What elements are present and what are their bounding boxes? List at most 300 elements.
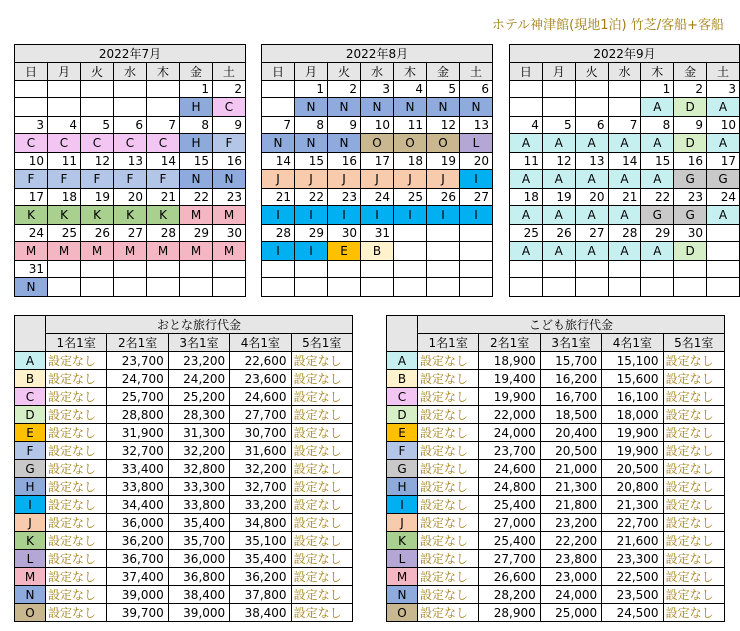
price-code-cell: M	[387, 568, 418, 586]
price-value: 設定なし	[663, 532, 724, 550]
date-row	[510, 117, 740, 134]
day-number: 29	[295, 225, 328, 242]
price-code: F	[15, 170, 48, 189]
weekday-label: 日	[15, 63, 48, 81]
day-number	[460, 225, 493, 242]
day-number: 6	[460, 81, 493, 98]
weekday-label: 水	[114, 63, 147, 81]
weekday-label: 金	[180, 63, 213, 81]
price-code: A	[608, 170, 641, 189]
price-value: 設定なし	[663, 460, 724, 478]
price-code-cell: C	[15, 388, 46, 406]
price-row	[15, 496, 353, 514]
weekday-label: 木	[641, 63, 674, 81]
price-code-cell: D	[387, 406, 418, 424]
price-value: 39,000	[168, 604, 229, 622]
price-code-row	[262, 98, 493, 117]
column-header: 1名1室	[46, 334, 107, 352]
price-value: 設定なし	[291, 550, 352, 568]
price-code: I	[262, 242, 295, 261]
price-value: 35,100	[230, 532, 291, 550]
day-number: 17	[361, 153, 394, 170]
price-code: B	[361, 242, 394, 261]
price-value: 設定なし	[46, 388, 107, 406]
day-number	[575, 81, 608, 98]
price-value: 36,000	[107, 514, 168, 532]
day-number: 11	[510, 153, 543, 170]
price-code: N	[427, 98, 460, 117]
weekday-label: 水	[608, 63, 641, 81]
price-value: 設定なし	[418, 370, 479, 388]
date-row	[15, 153, 246, 170]
price-row	[15, 568, 353, 586]
price-code	[460, 242, 493, 261]
price-code: G	[641, 206, 674, 225]
date-row	[15, 225, 246, 242]
price-value: 21,300	[540, 478, 601, 496]
date-row	[15, 189, 246, 206]
price-code	[361, 278, 394, 297]
weekday-label: 木	[147, 63, 180, 81]
price-code: N	[15, 278, 48, 297]
price-row	[387, 604, 725, 622]
date-row	[510, 81, 740, 98]
price-code: J	[427, 170, 460, 189]
column-header: 2名1室	[479, 334, 540, 352]
price-value: 39,700	[107, 604, 168, 622]
price-value: 設定なし	[663, 604, 724, 622]
price-code-row	[15, 206, 246, 225]
price-code	[262, 278, 295, 297]
price-value: 15,100	[602, 352, 663, 370]
day-number: 25	[394, 189, 427, 206]
day-number	[427, 225, 460, 242]
weekday-label: 月	[48, 63, 81, 81]
price-value: 33,800	[168, 496, 229, 514]
price-value: 36,800	[168, 568, 229, 586]
day-number: 26	[542, 225, 575, 242]
day-number: 11	[394, 117, 427, 134]
price-row	[15, 406, 353, 424]
price-value: 33,200	[230, 496, 291, 514]
price-value: 設定なし	[46, 586, 107, 604]
price-value: 設定なし	[291, 460, 352, 478]
price-code: D	[674, 134, 707, 153]
price-value: 設定なし	[418, 604, 479, 622]
price-code: N	[262, 134, 295, 153]
price-row	[387, 442, 725, 460]
day-number: 29	[641, 225, 674, 242]
price-code-row	[15, 278, 246, 297]
price-code	[147, 98, 180, 117]
price-value: 設定なし	[291, 586, 352, 604]
price-value: 設定なし	[46, 478, 107, 496]
price-value: 設定なし	[418, 550, 479, 568]
day-number: 15	[295, 153, 328, 170]
month-header-row	[510, 45, 740, 63]
day-number	[707, 261, 740, 278]
day-number	[147, 261, 180, 278]
date-row	[262, 261, 493, 278]
weekday-label: 日	[262, 63, 295, 81]
table-title-row	[15, 316, 353, 334]
price-row	[387, 388, 725, 406]
day-number: 27	[460, 189, 493, 206]
price-code: A	[608, 242, 641, 261]
day-number: 8	[180, 117, 213, 134]
day-number	[575, 261, 608, 278]
price-value: 24,000	[479, 424, 540, 442]
day-number: 30	[328, 225, 361, 242]
price-value: 33,800	[107, 478, 168, 496]
weekday-label: 火	[328, 63, 361, 81]
day-number: 9	[674, 117, 707, 134]
day-number: 7	[608, 117, 641, 134]
price-value: 25,200	[168, 388, 229, 406]
price-value: 22,600	[230, 352, 291, 370]
price-code	[328, 278, 361, 297]
day-number	[262, 81, 295, 98]
column-header: 4名1室	[230, 334, 291, 352]
price-code	[427, 242, 460, 261]
price-value: 設定なし	[418, 478, 479, 496]
day-number: 19	[542, 189, 575, 206]
price-value: 20,800	[602, 478, 663, 496]
price-value: 32,700	[230, 478, 291, 496]
weekday-label: 土	[707, 63, 740, 81]
weekday-label: 火	[575, 63, 608, 81]
day-number: 3	[707, 81, 740, 98]
day-number	[262, 261, 295, 278]
price-code: N	[328, 134, 361, 153]
price-value: 設定なし	[291, 442, 352, 460]
price-row	[387, 406, 725, 424]
day-number	[674, 261, 707, 278]
day-number: 27	[575, 225, 608, 242]
price-code	[48, 98, 81, 117]
day-number	[394, 225, 427, 242]
price-code: C	[114, 134, 147, 153]
price-value: 22,700	[602, 514, 663, 532]
price-value: 設定なし	[291, 496, 352, 514]
price-value: 23,300	[602, 550, 663, 568]
price-value: 38,400	[230, 604, 291, 622]
day-number: 2	[674, 81, 707, 98]
weekday-label: 火	[81, 63, 114, 81]
price-code: A	[575, 242, 608, 261]
day-number	[510, 261, 543, 278]
page-title: ホテル神津館(現地1泊) 竹芝/客船+客船	[491, 18, 724, 33]
day-number: 1	[180, 81, 213, 98]
column-header: 4名1室	[602, 334, 663, 352]
price-value: 20,500	[540, 442, 601, 460]
price-code	[510, 98, 543, 117]
price-code: I	[427, 206, 460, 225]
price-row	[387, 514, 725, 532]
price-code: M	[81, 242, 114, 261]
column-header-row	[387, 334, 725, 352]
price-value: 設定なし	[291, 532, 352, 550]
price-value: 18,900	[479, 352, 540, 370]
price-row	[15, 442, 353, 460]
price-value: 34,400	[107, 496, 168, 514]
weekday-label: 金	[674, 63, 707, 81]
price-code: N	[394, 98, 427, 117]
calendar-september	[509, 44, 740, 297]
weekday-row	[510, 63, 740, 81]
day-number: 1	[641, 81, 674, 98]
price-code-cell: I	[387, 496, 418, 514]
price-value: 32,800	[168, 460, 229, 478]
price-code: G	[674, 206, 707, 225]
price-value: 設定なし	[663, 496, 724, 514]
price-value: 32,700	[107, 442, 168, 460]
price-code: G	[674, 170, 707, 189]
price-code-row	[510, 206, 740, 225]
price-code	[81, 98, 114, 117]
price-value: 19,900	[479, 388, 540, 406]
price-code-cell: H	[15, 478, 46, 496]
price-code-cell: L	[387, 550, 418, 568]
price-value: 38,400	[168, 586, 229, 604]
price-value: 設定なし	[46, 496, 107, 514]
price-code: M	[48, 242, 81, 261]
price-code	[707, 278, 740, 297]
price-value: 36,700	[107, 550, 168, 568]
day-number: 15	[641, 153, 674, 170]
price-row	[15, 388, 353, 406]
day-number	[328, 261, 361, 278]
price-code-row	[262, 134, 493, 153]
day-number: 5	[542, 117, 575, 134]
price-code: M	[114, 242, 147, 261]
price-value: 33,400	[107, 460, 168, 478]
day-number	[213, 261, 246, 278]
price-code-cell: K	[15, 532, 46, 550]
column-header: 3名1室	[540, 334, 601, 352]
price-value: 21,000	[540, 460, 601, 478]
day-number: 10	[707, 117, 740, 134]
day-number: 6	[114, 117, 147, 134]
price-value: 設定なし	[418, 352, 479, 370]
day-number: 14	[608, 153, 641, 170]
day-number: 22	[295, 189, 328, 206]
price-code: A	[542, 206, 575, 225]
price-code-cell: F	[15, 442, 46, 460]
price-code: A	[542, 170, 575, 189]
day-number: 1	[295, 81, 328, 98]
date-row	[262, 153, 493, 170]
price-code: J	[262, 170, 295, 189]
day-number: 13	[460, 117, 493, 134]
price-code	[427, 278, 460, 297]
day-number: 26	[81, 225, 114, 242]
price-code: F	[81, 170, 114, 189]
price-code: F	[147, 170, 180, 189]
weekday-label: 日	[510, 63, 543, 81]
child-price-table	[386, 315, 725, 622]
price-code: I	[460, 170, 493, 189]
price-row	[15, 586, 353, 604]
price-code	[394, 278, 427, 297]
day-number: 17	[707, 153, 740, 170]
day-number	[542, 81, 575, 98]
calendar-july	[14, 44, 246, 297]
column-header: 1名1室	[418, 334, 479, 352]
price-value: 23,200	[540, 514, 601, 532]
price-code-cell: G	[387, 460, 418, 478]
day-number: 7	[262, 117, 295, 134]
price-value: 23,700	[479, 442, 540, 460]
price-value: 23,800	[540, 550, 601, 568]
day-number: 13	[575, 153, 608, 170]
price-value: 設定なし	[291, 604, 352, 622]
day-number: 28	[608, 225, 641, 242]
day-number: 22	[641, 189, 674, 206]
price-value: 24,600	[230, 388, 291, 406]
price-code: I	[394, 206, 427, 225]
price-row	[387, 532, 725, 550]
price-code	[707, 242, 740, 261]
price-code	[15, 98, 48, 117]
price-code	[213, 278, 246, 297]
price-value: 18,500	[540, 406, 601, 424]
date-row	[15, 261, 246, 278]
price-code: J	[295, 170, 328, 189]
day-number: 21	[147, 189, 180, 206]
price-value: 27,000	[479, 514, 540, 532]
weekday-label: 月	[295, 63, 328, 81]
price-value: 設定なし	[418, 568, 479, 586]
price-row	[15, 604, 353, 622]
price-value: 39,000	[107, 586, 168, 604]
price-code	[262, 98, 295, 117]
price-code: A	[707, 98, 740, 117]
price-value: 設定なし	[46, 550, 107, 568]
price-code-row	[262, 206, 493, 225]
price-code: H	[180, 134, 213, 153]
day-number: 17	[15, 189, 48, 206]
month-header-row	[262, 45, 493, 63]
price-code-cell: J	[387, 514, 418, 532]
price-value: 28,300	[168, 406, 229, 424]
price-code: F	[213, 134, 246, 153]
price-code: G	[707, 170, 740, 189]
date-row	[262, 189, 493, 206]
date-row	[510, 153, 740, 170]
price-value: 16,200	[540, 370, 601, 388]
price-value: 36,200	[107, 532, 168, 550]
day-number: 18	[510, 189, 543, 206]
price-value: 31,300	[168, 424, 229, 442]
day-number	[641, 261, 674, 278]
price-value: 19,900	[602, 424, 663, 442]
month-title: 2022年8月	[262, 45, 493, 63]
day-number: 4	[48, 117, 81, 134]
price-value: 24,200	[168, 370, 229, 388]
price-code: F	[114, 170, 147, 189]
price-value: 25,400	[479, 532, 540, 550]
date-row	[262, 117, 493, 134]
price-value: 19,400	[479, 370, 540, 388]
day-number	[180, 261, 213, 278]
price-value: 設定なし	[46, 532, 107, 550]
price-code: A	[707, 134, 740, 153]
price-code: C	[48, 134, 81, 153]
price-code	[295, 278, 328, 297]
price-code: A	[641, 170, 674, 189]
column-header: 5名1室	[663, 334, 724, 352]
price-code	[542, 278, 575, 297]
day-number: 15	[180, 153, 213, 170]
price-row	[15, 352, 353, 370]
day-number: 5	[427, 81, 460, 98]
price-value: 設定なし	[291, 388, 352, 406]
price-value: 24,500	[602, 604, 663, 622]
price-code-cell: B	[15, 370, 46, 388]
price-code-cell: C	[387, 388, 418, 406]
price-value: 設定なし	[663, 568, 724, 586]
day-number: 10	[15, 153, 48, 170]
day-number: 8	[295, 117, 328, 134]
price-row	[387, 370, 725, 388]
price-code: A	[510, 134, 543, 153]
price-value: 設定なし	[291, 370, 352, 388]
price-code-cell: M	[15, 568, 46, 586]
price-value: 24,600	[479, 460, 540, 478]
day-number: 21	[608, 189, 641, 206]
price-code-row	[15, 242, 246, 261]
price-code: C	[147, 134, 180, 153]
price-value: 設定なし	[663, 514, 724, 532]
day-number	[81, 261, 114, 278]
day-number: 8	[641, 117, 674, 134]
day-number: 14	[147, 153, 180, 170]
price-value: 25,000	[540, 604, 601, 622]
date-row	[15, 117, 246, 134]
price-code: A	[608, 134, 641, 153]
day-number: 4	[394, 81, 427, 98]
price-code: J	[394, 170, 427, 189]
price-value: 31,900	[107, 424, 168, 442]
column-header: 2名1室	[107, 334, 168, 352]
price-code	[81, 278, 114, 297]
price-value: 23,600	[230, 370, 291, 388]
price-value: 20,500	[602, 460, 663, 478]
day-number	[707, 225, 740, 242]
day-number: 12	[81, 153, 114, 170]
price-code: N	[295, 134, 328, 153]
price-row	[15, 460, 353, 478]
price-code	[48, 278, 81, 297]
price-code	[608, 278, 641, 297]
price-code-cell: E	[15, 424, 46, 442]
price-value: 25,700	[107, 388, 168, 406]
day-number: 26	[427, 189, 460, 206]
corner-cell	[387, 316, 418, 352]
price-code: K	[48, 206, 81, 225]
price-code-cell: B	[387, 370, 418, 388]
price-code-row	[262, 242, 493, 261]
price-value: 23,700	[107, 352, 168, 370]
price-code-cell: E	[387, 424, 418, 442]
day-number: 20	[575, 189, 608, 206]
day-number: 27	[114, 225, 147, 242]
price-code: A	[707, 206, 740, 225]
price-code	[674, 278, 707, 297]
weekday-row	[262, 63, 493, 81]
price-code: K	[147, 206, 180, 225]
